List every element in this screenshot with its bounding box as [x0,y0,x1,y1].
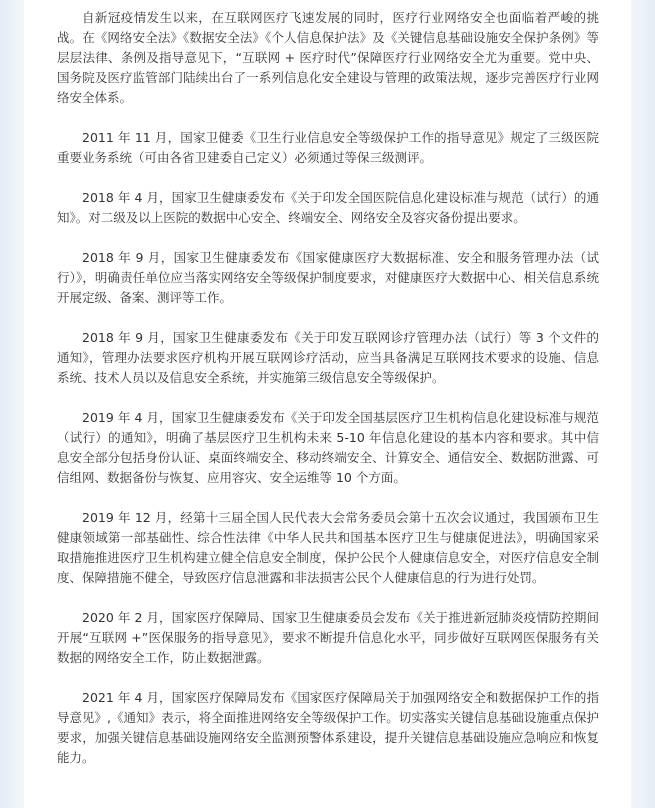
policy-2019-04-paragraph: 2019 年 4 月，国家卫生健康委发布《关于印发全国基层医疗卫生机构信息化建设标准与规范（试行）的通知》，明确了基层医疗卫生机构未来 5-10 年信息化建设的基本内容和要求。其中信息安全部分包括身份认证、桌面终端安全、移动终端安全、计算安全、通信安全、数据防泄露、可信组网、数据备份与恢复、应用容灾、安全运维等 10 个方面。 [57,410,599,485]
policy-2020-02-paragraph: 2020 年 2 月，国家医疗保障局、国家卫生健康委员会发布《关于推进新冠肺炎疫情防控期间开展“互联网 +”医保服务的指导意见》，要求不断提升信息化水平，同步做好互联网医保服务有关数据的网络安全工作，防止数据泄露。 [57,610,599,665]
policy-2019-12-paragraph: 2019 年 12 月，经第十三届全国人民代表大会常务委员会第十五次会议通过，我国颁布卫生健康领域第一部基础性、综合性法律《中华人民共和国基本医疗卫生与健康促进法》，明确国家采取措施推进医疗卫生机构建立健全信息安全制度，保护公民个人健康信息安全，对医疗信息安全制度、保障措施不健全，导致医疗信息泄露和非法损害公民个人健康信息的行为进行处罚。 [57,510,599,585]
policy-2018-09-internet-diagnosis-paragraph: 2018 年 9 月，国家卫生健康委发布《关于印发互联网诊疗管理办法（试行）等 3 个文件的通知》，管理办法要求医疗机构开展互联网诊疗活动，应当具备满足互联网技术要求的设施、信息系统、技术人员以及信息安全系统，并实施第三级信息安全等级保护。 [57,330,599,385]
page-edge-right [631,0,655,808]
intro-paragraph: 自新冠疫情发生以来，在互联网医疗飞速发展的同时，医疗行业网络安全也面临着严峻的挑战。在《网络安全法》《数据安全法》《个人信息保护法》及《关键信息基础设施安全保护条例》等层层法律、条例及指导意见下，“互联网 + 医疗时代”保障医疗行业网络安全尤为重要。党中央、国务院及医疗监管部门陆续出台了一系列信息化安全建设与管理的政策法规，逐步完善医疗行业网络安全体系。 [57,10,599,105]
article-body [57,8,599,788]
policy-2011-11-paragraph: 2011 年 11 月，国家卫健委《卫生行业信息安全等级保护工作的指导意见》规定了三级医院重要业务系统（可由各省卫建委自己定义）必须通过等保三级测评。 [57,130,599,165]
page-edge-left [0,0,24,808]
policy-2021-04-paragraph: 2021 年 4 月，国家医疗保障局发布《国家医疗保障局关于加强网络安全和数据保护工作的指导意见》,《通知》表示，将全面推进网络安全等级保护工作。切实落实关键信息基础设施重点保护要求，加强关键信息基础设施网络安全监测预警体系建设，提升关键信息基础设施应急响应和恢复能力。 [57,690,599,765]
policy-2018-09-bigdata-paragraph: 2018 年 9 月，国家卫生健康委发布《国家健康医疗大数据标准、安全和服务管理办法（试行）》，明确责任单位应当落实网络安全等级保护制度要求，对健康医疗大数据中心、相关信息系统开展定级、备案、测评等工作。 [57,250,599,305]
policy-2018-04-paragraph: 2018 年 4 月，国家卫生健康委发布《关于印发全国医院信息化建设标准与规范（试行）的通知》。对二级及以上医院的数据中心安全、终端安全、网络安全及容灾备份提出要求。 [57,190,599,225]
